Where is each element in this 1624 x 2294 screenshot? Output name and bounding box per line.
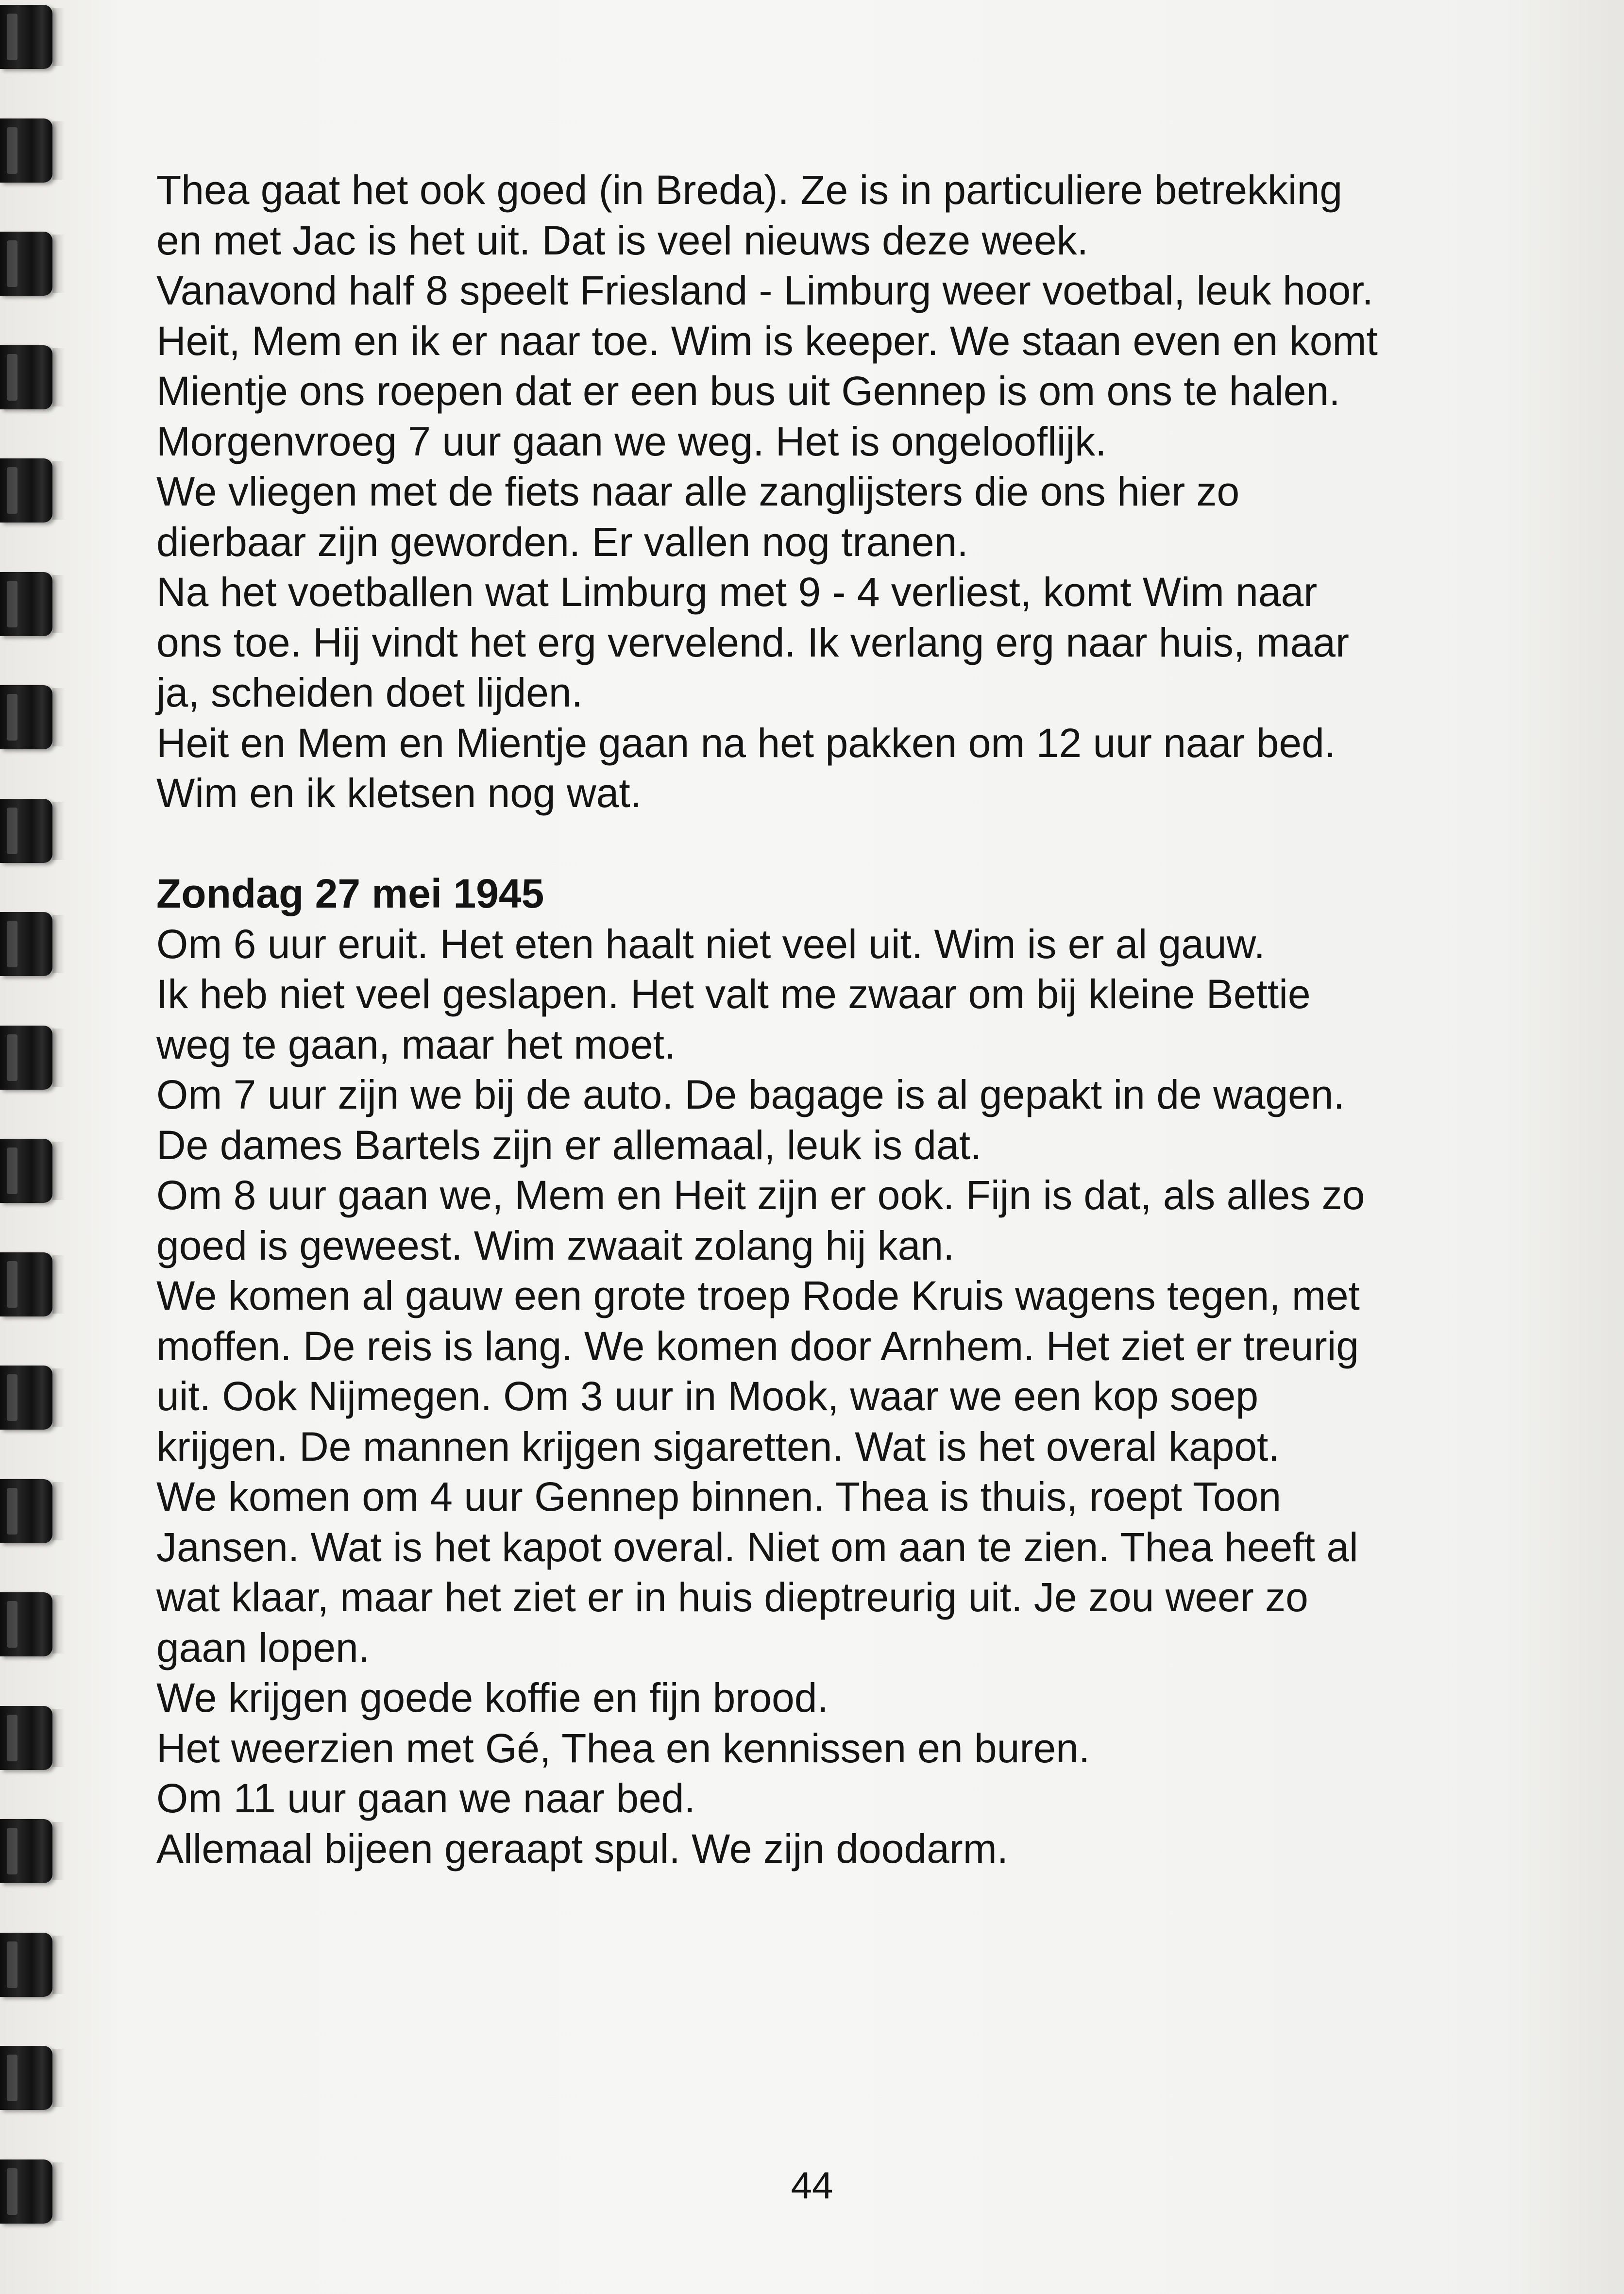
binding-ring — [0, 1026, 52, 1090]
binding-shadow — [52, 1482, 65, 1540]
binding-shadow — [52, 121, 65, 180]
binding-shadow — [52, 1595, 65, 1653]
text-line: We vliegen met de fiets naar alle zanglijsters die ons hier zo — [156, 469, 1240, 514]
paragraph-gap — [156, 819, 1516, 869]
text-line: wat klaar, maar het ziet er in huis dieptreurig uit. Je zou weer zo — [156, 1574, 1308, 1620]
binding-shadow — [52, 688, 65, 746]
text-line: krijgen. De mannen krijgen sigaretten. Wat is het overal kapot. — [156, 1423, 1280, 1469]
binding-shadow — [52, 348, 65, 406]
text-line: Om 11 uur gaan we naar bed. — [156, 1775, 695, 1821]
binding-ring — [0, 1933, 52, 1997]
text-line: De dames Bartels zijn er allemaal, leuk is dat. — [156, 1122, 982, 1168]
text-line: Thea gaat het ook goed (in Breda). Ze is in particuliere betrekking — [156, 167, 1343, 213]
text-line: gaan lopen. — [156, 1624, 370, 1670]
text-line: goed is geweest. Wim zwaait zolang hij kan. — [156, 1222, 955, 1268]
binding-ring — [0, 912, 52, 976]
text-line: Heit, Mem en ik er naar toe. Wim is keeper. We staan even en komt — [156, 318, 1378, 364]
date-heading: Zondag 27 mei 1945 — [156, 871, 544, 916]
binding-ring — [0, 2046, 52, 2110]
binding-ring — [0, 458, 52, 523]
page-number: 44 — [791, 2164, 833, 2207]
text-line: Het weerzien met Gé, Thea en kennissen en buren. — [156, 1725, 1090, 1771]
binding-shadow — [52, 8, 65, 66]
text-line: Na het voetballen wat Limburg met 9 - 4 verliest, komt Wim naar — [156, 569, 1318, 615]
binding-ring — [0, 345, 52, 409]
text-line: We komen om 4 uur Gennep binnen. Thea is thuis, roept Toon — [156, 1474, 1282, 1519]
text-line: dierbaar zijn geworden. Er vallen nog tranen. — [156, 519, 968, 565]
text-line: Mientje ons roepen dat er een bus uit Gennep is om ons te halen. — [156, 368, 1340, 414]
binding-shadow — [52, 915, 65, 973]
binding-ring — [0, 1139, 52, 1203]
spiral-binding — [0, 0, 68, 2294]
binding-shadow — [52, 461, 65, 520]
text-line: weg te gaan, maar het moet. — [156, 1021, 676, 1067]
binding-shadow — [52, 1368, 65, 1427]
binding-shadow — [52, 1255, 65, 1314]
text-line: Vanavond half 8 speelt Friesland - Limburg weer voetbal, leuk hoor. — [156, 268, 1373, 313]
binding-ring — [0, 799, 52, 863]
binding-shadow — [52, 235, 65, 293]
binding-ring — [0, 1706, 52, 1770]
binding-ring — [0, 1819, 52, 1883]
text-line: Morgenvroeg 7 uur gaan we weg. Het is ongelooflijk. — [156, 418, 1107, 464]
text-line: uit. Ook Nijmegen. Om 3 uur in Mook, waar we een kop soep — [156, 1373, 1259, 1419]
text-line: Wim en ik kletsen nog wat. — [156, 770, 642, 816]
text-line: We komen al gauw een grote troep Rode Kruis wagens tegen, met — [156, 1273, 1360, 1318]
paragraph-2 — [156, 919, 1516, 1874]
binding-ring — [0, 1592, 52, 1656]
text-line: moffen. De reis is lang. We komen door Arnhem. Het ziet er treurig — [156, 1323, 1359, 1369]
binding-ring — [0, 1252, 52, 1316]
text-line: Heit en Mem en Mientje gaan na het pakken om 12 uur naar bed. — [156, 720, 1336, 766]
text-line: Ik heb niet veel geslapen. Het valt me zwaar om bij kleine Bettie — [156, 971, 1311, 1017]
binding-shadow — [52, 1029, 65, 1087]
binding-shadow — [52, 1709, 65, 1767]
text-line: ja, scheiden doet lijden. — [156, 670, 583, 715]
text-line: Jansen. Wat is het kapot overal. Niet om aan te zien. Thea heeft al — [156, 1524, 1358, 1570]
text-line: Om 6 uur eruit. Het eten haalt niet veel uit. Wim is er al gauw. — [156, 921, 1266, 967]
binding-shadow — [52, 1822, 65, 1880]
binding-ring — [0, 685, 52, 749]
binding-ring — [0, 1479, 52, 1543]
page-text — [156, 165, 1516, 1874]
text-line: ons toe. Hij vindt het erg vervelend. Ik verlang erg naar huis, maar — [156, 619, 1349, 665]
binding-ring — [0, 572, 52, 636]
text-line: Allemaal bijeen geraapt spul. We zijn doodarm. — [156, 1825, 1009, 1872]
binding-ring — [0, 5, 52, 69]
binding-ring — [0, 232, 52, 296]
binding-ring — [0, 1366, 52, 1430]
binding-shadow — [52, 1142, 65, 1200]
text-line: en met Jac is het uit. Dat is veel nieuws deze week. — [156, 217, 1088, 263]
binding-ring — [0, 118, 52, 183]
binding-shadow — [52, 802, 65, 860]
binding-shadow — [52, 1936, 65, 1994]
binding-shadow — [52, 575, 65, 633]
text-line: Om 8 uur gaan we, Mem en Heit zijn er ook. Fijn is dat, als alles zo — [156, 1172, 1365, 1218]
binding-shadow — [52, 2049, 65, 2107]
paragraph-1 — [156, 165, 1516, 819]
text-line: We krijgen goede koffie en fijn brood. — [156, 1675, 829, 1720]
text-line: Om 7 uur zijn we bij de auto. De bagage is al gepakt in de wagen. — [156, 1072, 1345, 1117]
